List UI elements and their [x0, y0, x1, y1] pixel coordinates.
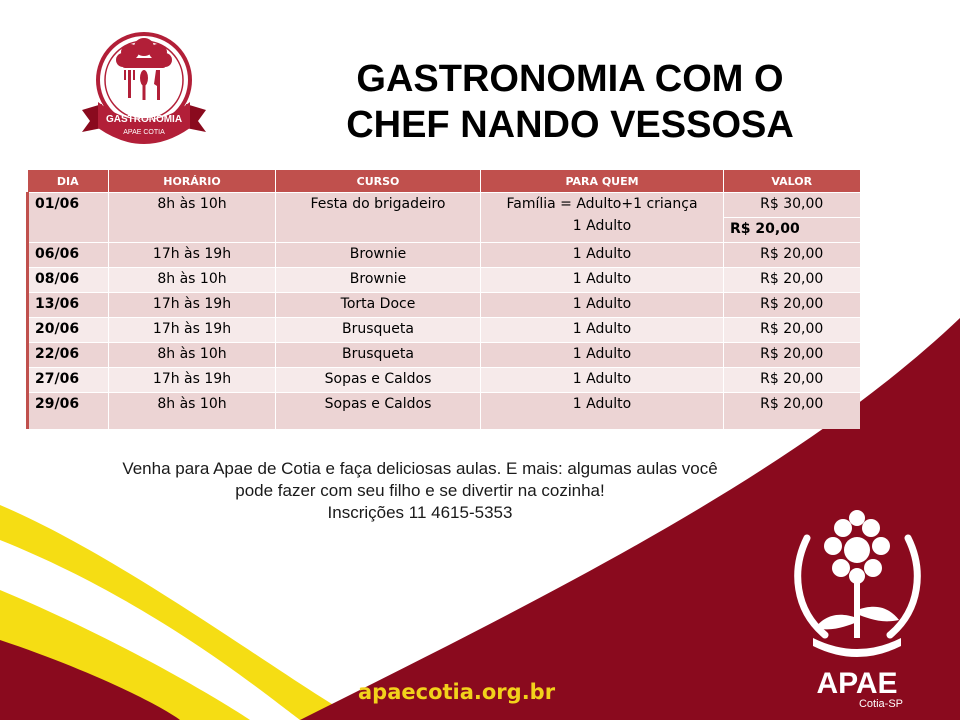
cell-horario: 8h às 10h — [109, 268, 276, 293]
cell-valor: R$ 30,00 — [724, 193, 860, 218]
cell-dia: 13/06 — [28, 293, 109, 318]
header-curso: CURSO — [276, 170, 481, 193]
cell-valor: R$ 20,00 — [724, 243, 860, 268]
cell-valor: R$ 20,00 — [724, 293, 860, 318]
table-row — [28, 318, 860, 343]
cell-para-quem: 1 Adulto — [481, 318, 724, 343]
gastronomia-logo-subtext: APAE COTIA — [123, 129, 165, 136]
cell-valor: R$ 20,00 — [724, 343, 860, 368]
table-header-row — [28, 170, 860, 193]
cell-valor: R$ 20,00 — [724, 368, 860, 393]
cell-para-quem: 1 Adulto — [481, 343, 724, 368]
para-quem-line-2: 1 Adulto — [572, 218, 632, 234]
cell-dia: 06/06 — [28, 243, 109, 268]
table-row — [28, 243, 860, 268]
cell-curso: Torta Doce — [276, 293, 481, 318]
info-text — [30, 458, 810, 524]
cell-valor: R$ 20,00 — [724, 268, 860, 293]
cell-para-quem — [481, 193, 724, 243]
table-row — [28, 393, 860, 430]
cell-horario: 17h às 19h — [109, 368, 276, 393]
cell-horario: 8h às 10h — [109, 343, 276, 368]
cell-curso: Sopas e Caldos — [276, 368, 481, 393]
cell-horario: 8h às 10h — [109, 393, 276, 430]
table-row — [28, 268, 860, 293]
cell-curso: Brusqueta — [276, 318, 481, 343]
cell-dia: 20/06 — [28, 318, 109, 343]
info-line-2: pode fazer com seu filho e se divertir na cozinha! — [235, 481, 605, 500]
header-valor: VALOR — [724, 170, 860, 193]
table-row — [28, 193, 860, 218]
cell-curso: Brusqueta — [276, 343, 481, 368]
cell-curso: Festa do brigadeiro — [276, 193, 481, 243]
cell-para-quem: 1 Adulto — [481, 393, 724, 430]
table-row — [28, 343, 860, 368]
gastronomia-logo — [78, 28, 210, 150]
title-line-2: CHEF NANDO VESSOSA — [346, 104, 794, 146]
cell-curso: Brownie — [276, 243, 481, 268]
cell-horario: 17h às 19h — [109, 293, 276, 318]
schedule-table — [26, 170, 860, 429]
cell-para-quem: 1 Adulto — [481, 293, 724, 318]
apae-logo-name: APAE — [816, 667, 898, 700]
cell-curso: Brownie — [276, 268, 481, 293]
info-line-1: Venha para Apae de Cotia e faça deliciosas aulas. E mais: algumas aulas você — [122, 459, 718, 478]
cell-para-quem: 1 Adulto — [481, 368, 724, 393]
website-link[interactable]: apaecotia.org.br — [358, 680, 556, 704]
cell-horario: 17h às 19h — [109, 243, 276, 268]
title-line-1: GASTRONOMIA COM O — [356, 58, 784, 100]
table-row — [28, 293, 860, 318]
cell-horario: 8h às 10h — [109, 193, 276, 243]
cell-curso: Sopas e Caldos — [276, 393, 481, 430]
cell-valor: R$ 20,00 — [724, 393, 860, 430]
gastronomia-logo-text: GASTRONOMIA — [105, 114, 183, 125]
cell-dia: 27/06 — [28, 368, 109, 393]
para-quem-line-1: Família = Adulto+1 criança — [506, 196, 698, 212]
cell-para-quem: 1 Adulto — [481, 268, 724, 293]
cell-dia: 01/06 — [28, 193, 109, 243]
cell-dia: 08/06 — [28, 268, 109, 293]
cell-horario: 17h às 19h — [109, 318, 276, 343]
cell-valor: R$ 20,00 — [724, 318, 860, 343]
cell-valor: R$ 20,00 — [724, 218, 860, 243]
table-row — [28, 368, 860, 393]
header-dia: DIA — [28, 170, 109, 193]
apae-logo — [785, 510, 930, 710]
header-para-quem: PARA QUEM — [481, 170, 724, 193]
cell-para-quem: 1 Adulto — [481, 243, 724, 268]
cell-dia: 22/06 — [28, 343, 109, 368]
cell-dia: 29/06 — [28, 393, 109, 430]
header-horario: HORÁRIO — [109, 170, 276, 193]
page-title — [300, 56, 840, 148]
apae-logo-city: Cotia-SP — [858, 698, 904, 710]
info-line-3: Inscrições 11 4615-5353 — [327, 503, 513, 522]
